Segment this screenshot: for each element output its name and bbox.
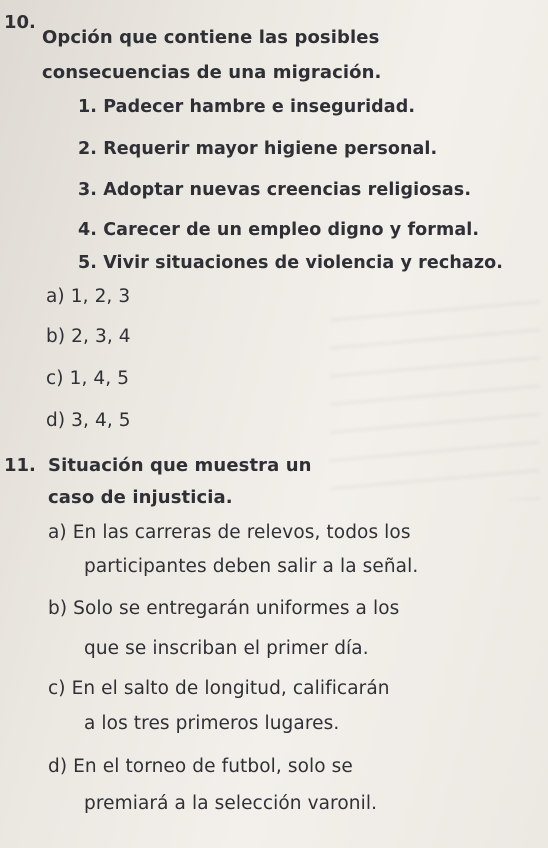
list-item: 3. Adoptar nuevas creencias religiosas. bbox=[78, 180, 472, 200]
question-number: 10. bbox=[4, 12, 36, 33]
question-prompt-line: caso de injusticia. bbox=[48, 487, 233, 508]
answer-option[interactable]: b) Solo se entregarán uniformes a los bbox=[48, 598, 400, 619]
question-number: 11. bbox=[4, 455, 36, 476]
list-item: 1. Padecer hambre e inseguridad. bbox=[78, 97, 416, 117]
question-prompt-line: Opción que contiene las posibles bbox=[42, 27, 380, 48]
answer-option[interactable]: d) 3, 4, 5 bbox=[46, 410, 131, 431]
answer-option[interactable]: a) En las carreras de relevos, todos los bbox=[48, 522, 411, 543]
answer-option-continuation[interactable]: premiará a la selección varonil. bbox=[84, 793, 378, 814]
answer-option[interactable]: a) 1, 2, 3 bbox=[46, 286, 131, 307]
answer-option[interactable]: d) En el torneo de futbol, solo se bbox=[48, 756, 353, 777]
list-item: 5. Vivir situaciones de violencia y rechazo. bbox=[78, 253, 503, 273]
answer-option[interactable]: c) 1, 4, 5 bbox=[46, 368, 130, 389]
answer-option[interactable]: c) En el salto de longitud, calificarán bbox=[48, 678, 390, 699]
question-prompt-line: Situación que muestra un bbox=[48, 455, 312, 476]
bleed-through-text bbox=[330, 300, 540, 500]
answer-option-continuation[interactable]: participantes deben salir a la señal. bbox=[84, 556, 419, 577]
question-prompt-line: consecuencias de una migración. bbox=[42, 62, 382, 83]
list-item: 2. Requerir mayor higiene personal. bbox=[78, 139, 438, 159]
answer-option[interactable]: b) 2, 3, 4 bbox=[46, 326, 131, 347]
answer-option-continuation[interactable]: a los tres primeros lugares. bbox=[84, 713, 340, 734]
list-item: 4. Carecer de un empleo digno y formal. bbox=[78, 220, 480, 240]
answer-option-continuation[interactable]: que se inscriban el primer día. bbox=[84, 638, 369, 659]
